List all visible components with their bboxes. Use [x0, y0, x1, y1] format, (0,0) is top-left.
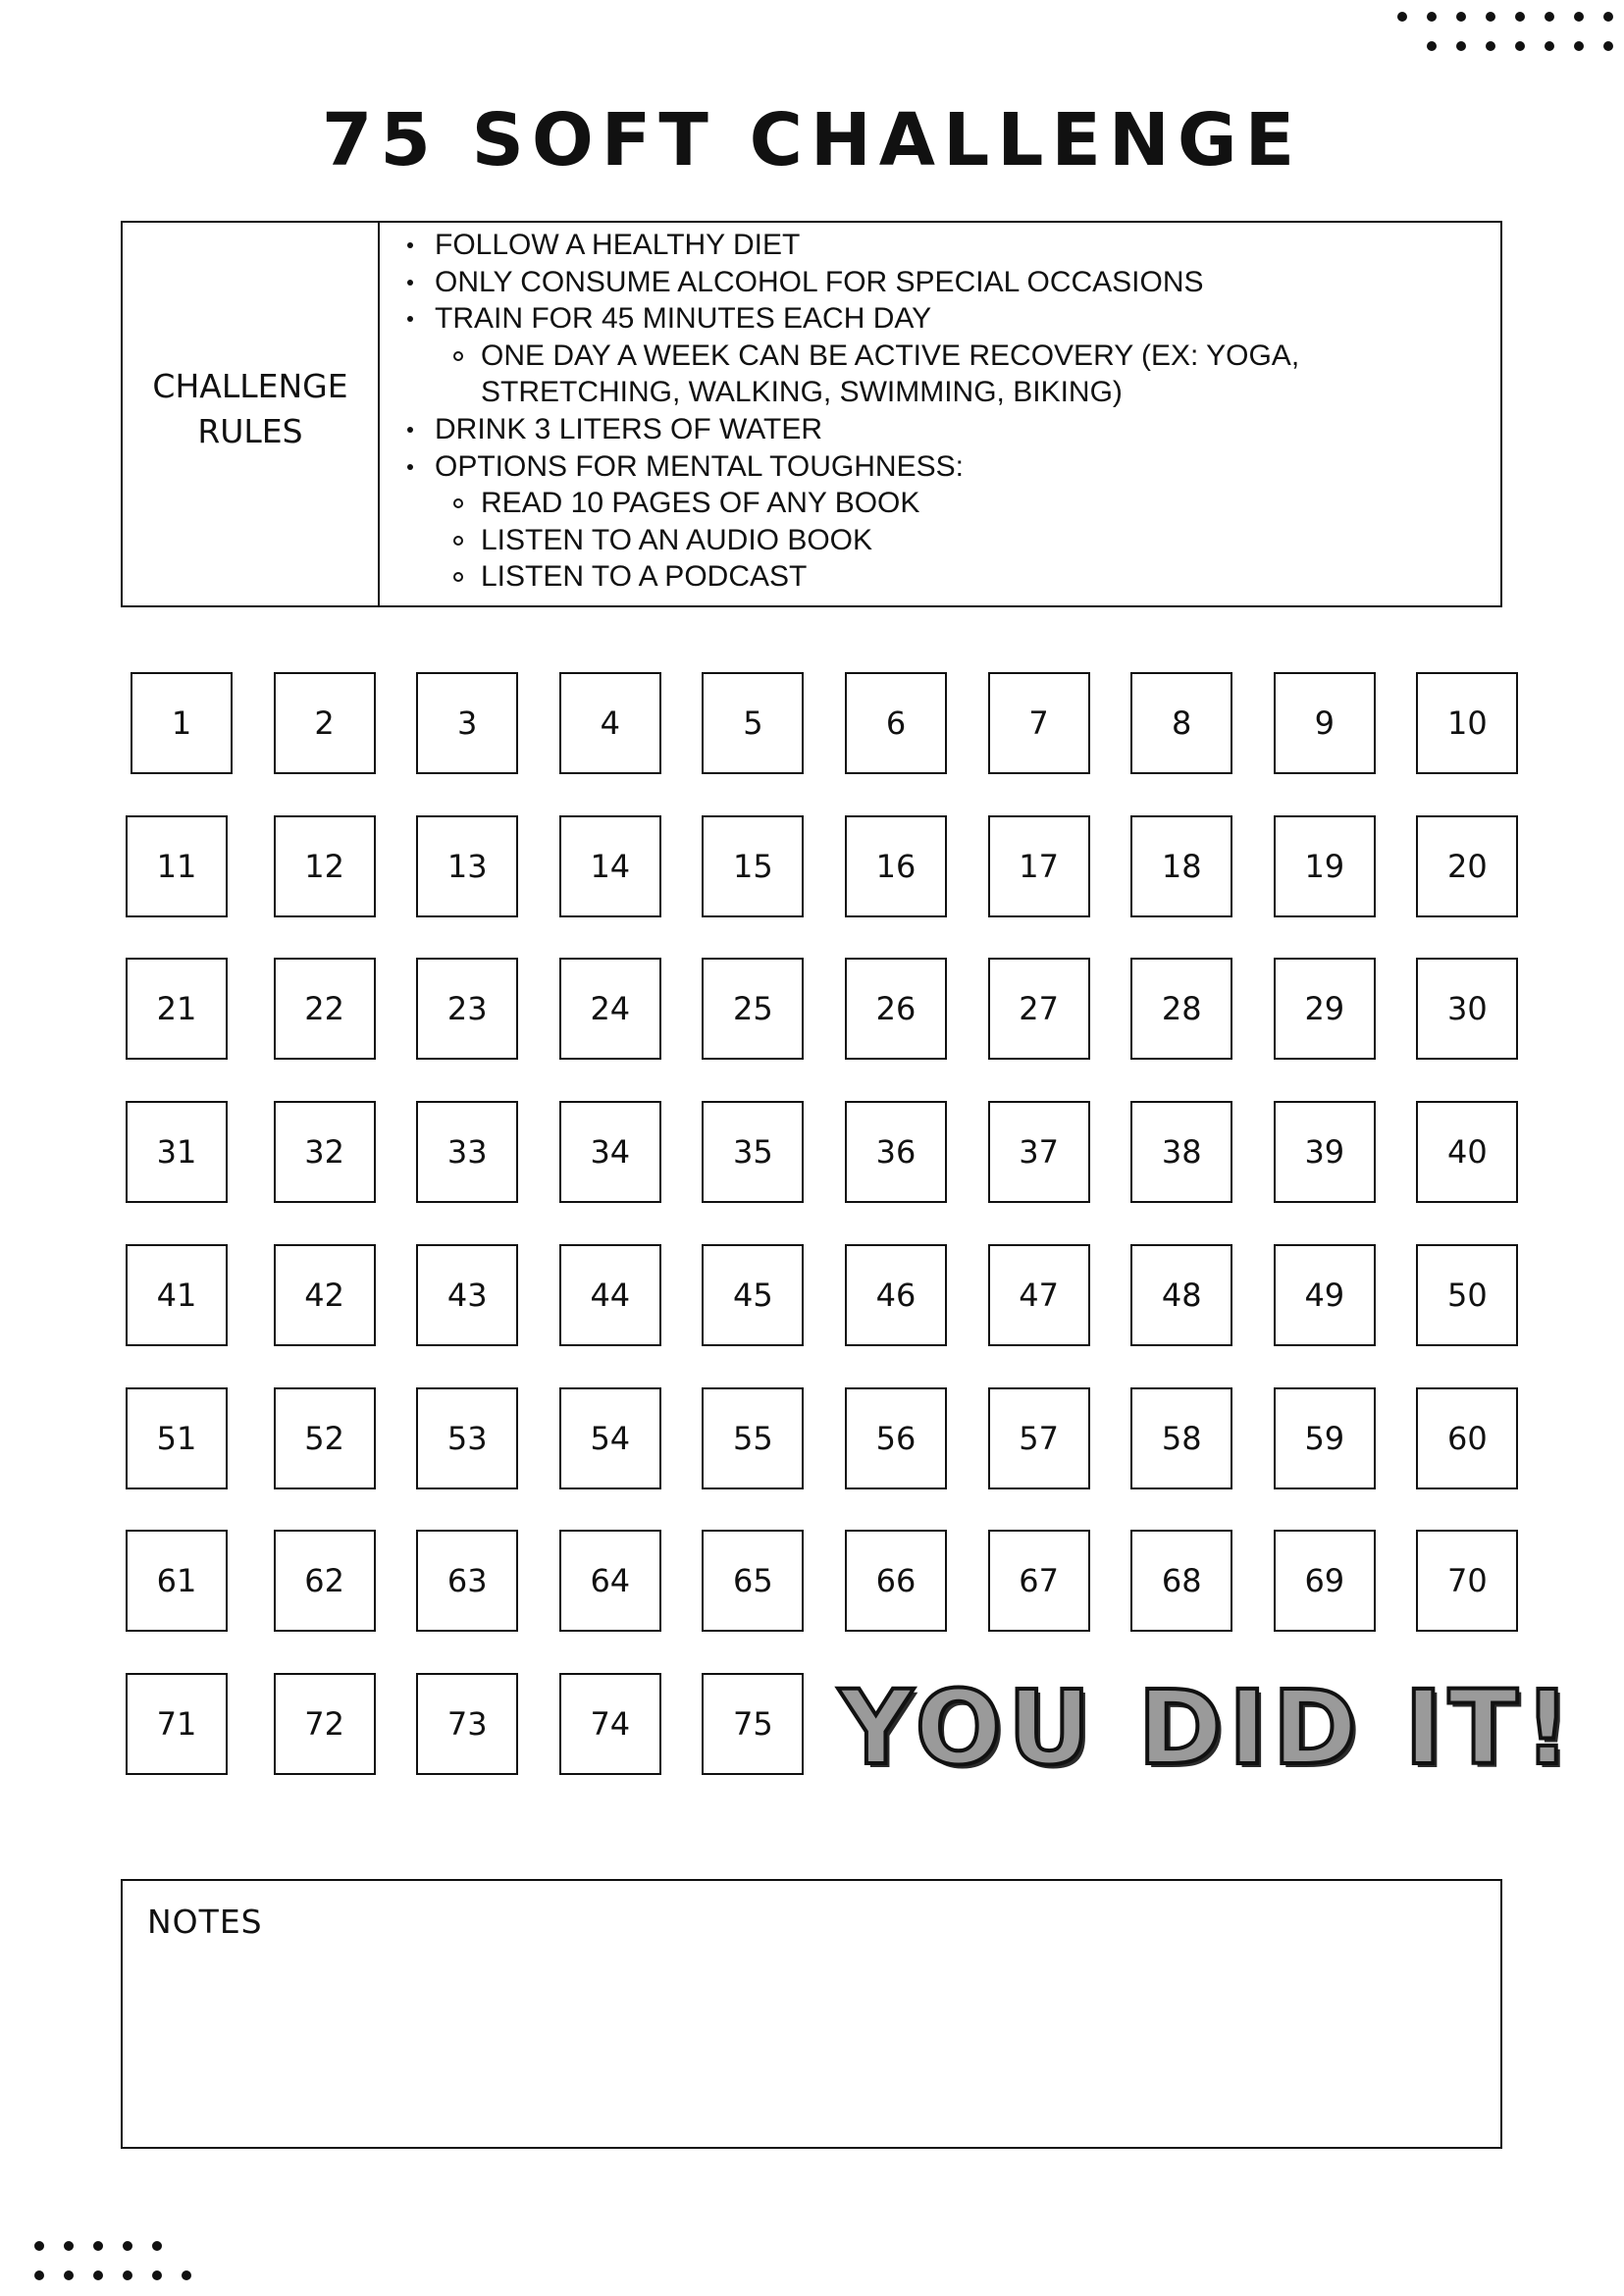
decorative-dot: [1456, 12, 1466, 22]
decorative-dot: [34, 2270, 44, 2280]
day-box[interactable]: 73: [416, 1673, 518, 1775]
day-box[interactable]: 31: [126, 1101, 228, 1203]
day-box[interactable]: 28: [1130, 958, 1232, 1060]
day-box[interactable]: 34: [559, 1101, 661, 1203]
day-box[interactable]: 33: [416, 1101, 518, 1203]
decorative-dot: [1515, 12, 1525, 22]
day-box[interactable]: 11: [126, 815, 228, 917]
page-title: 75 SOFT CHALLENGE: [321, 98, 1303, 183]
decorative-dot: [1515, 41, 1525, 51]
day-box[interactable]: 69: [1274, 1530, 1376, 1632]
completion-message: YOU DID IT!: [839, 1668, 1577, 1788]
day-box[interactable]: 46: [845, 1244, 947, 1346]
day-box[interactable]: 8: [1130, 672, 1232, 774]
day-box[interactable]: 23: [416, 958, 518, 1060]
rule-item: ONLY CONSUME ALCOHOL FOR SPECIAL OCCASIONS: [380, 264, 1500, 301]
day-box[interactable]: 66: [845, 1530, 947, 1632]
day-box[interactable]: 62: [274, 1530, 376, 1632]
day-box[interactable]: 68: [1130, 1530, 1232, 1632]
day-box[interactable]: 21: [126, 958, 228, 1060]
decorative-dot: [64, 2241, 74, 2251]
day-box[interactable]: 75: [702, 1673, 804, 1775]
challenge-rules-box: [121, 221, 1502, 607]
day-box[interactable]: 50: [1416, 1244, 1518, 1346]
day-box[interactable]: 39: [1274, 1101, 1376, 1203]
decorative-dot: [1574, 41, 1584, 51]
day-box[interactable]: 48: [1130, 1244, 1232, 1346]
decorative-dot: [93, 2241, 103, 2251]
day-box[interactable]: 16: [845, 815, 947, 917]
day-box[interactable]: 42: [274, 1244, 376, 1346]
day-box[interactable]: 59: [1274, 1387, 1376, 1489]
day-box[interactable]: 17: [988, 815, 1090, 917]
day-box[interactable]: 51: [126, 1387, 228, 1489]
challenge-rules-label: CHALLENGE RULES: [123, 223, 380, 605]
sub-rule-item: ONE DAY A WEEK CAN BE ACTIVE RECOVERY (EX: YOGA,: [380, 338, 1500, 375]
day-box[interactable]: 72: [274, 1673, 376, 1775]
day-box[interactable]: 56: [845, 1387, 947, 1489]
day-box[interactable]: 20: [1416, 815, 1518, 917]
day-box[interactable]: 37: [988, 1101, 1090, 1203]
day-box[interactable]: 60: [1416, 1387, 1518, 1489]
day-box[interactable]: 65: [702, 1530, 804, 1632]
day-box[interactable]: 29: [1274, 958, 1376, 1060]
challenge-rules-list: [380, 223, 1500, 605]
sub-rule-item: LISTEN TO AN AUDIO BOOK: [380, 522, 1500, 559]
day-box[interactable]: 18: [1130, 815, 1232, 917]
decorative-dot: [1486, 12, 1495, 22]
day-box[interactable]: 15: [702, 815, 804, 917]
day-box[interactable]: 36: [845, 1101, 947, 1203]
day-box[interactable]: 25: [702, 958, 804, 1060]
day-box[interactable]: 10: [1416, 672, 1518, 774]
day-box[interactable]: 70: [1416, 1530, 1518, 1632]
day-box[interactable]: 6: [845, 672, 947, 774]
day-box[interactable]: 19: [1274, 815, 1376, 917]
decorative-dots-top-right: [1397, 12, 1613, 51]
dot-spacer: [182, 2241, 191, 2251]
day-box[interactable]: 63: [416, 1530, 518, 1632]
day-box[interactable]: 40: [1416, 1101, 1518, 1203]
notes-label: NOTES: [147, 1903, 263, 1941]
day-box[interactable]: 3: [416, 672, 518, 774]
day-box[interactable]: 35: [702, 1101, 804, 1203]
day-box[interactable]: 22: [274, 958, 376, 1060]
dot-spacer: [240, 2241, 250, 2251]
decorative-dot: [1486, 41, 1495, 51]
day-box[interactable]: 13: [416, 815, 518, 917]
decorative-dot: [1456, 41, 1466, 51]
rule-item: DRINK 3 LITERS OF WATER: [380, 411, 1500, 448]
day-box[interactable]: 4: [559, 672, 661, 774]
dot-spacer: [1397, 41, 1407, 51]
day-box[interactable]: 2: [274, 672, 376, 774]
day-box[interactable]: 9: [1274, 672, 1376, 774]
day-box[interactable]: 30: [1416, 958, 1518, 1060]
day-box[interactable]: 5: [702, 672, 804, 774]
decorative-dot: [152, 2241, 162, 2251]
decorative-dot: [1427, 41, 1437, 51]
day-box[interactable]: 45: [702, 1244, 804, 1346]
day-box[interactable]: 41: [126, 1244, 228, 1346]
decorative-dots-bottom-left: [34, 2241, 250, 2280]
day-box[interactable]: 32: [274, 1101, 376, 1203]
decorative-dot: [34, 2241, 44, 2251]
day-box[interactable]: 61: [126, 1530, 228, 1632]
day-box[interactable]: 43: [416, 1244, 518, 1346]
day-box[interactable]: 55: [702, 1387, 804, 1489]
day-box[interactable]: 71: [126, 1673, 228, 1775]
decorative-dot: [1574, 12, 1584, 22]
day-box[interactable]: 47: [988, 1244, 1090, 1346]
sub-rule-item: READ 10 PAGES OF ANY BOOK: [380, 485, 1500, 522]
day-box[interactable]: 52: [274, 1387, 376, 1489]
day-tracker-grid: [131, 672, 1514, 1771]
sub-rule-continuation: STRETCHING, WALKING, SWIMMING, BIKING): [481, 376, 1123, 409]
decorative-dot: [93, 2270, 103, 2280]
decorative-dot: [1545, 12, 1554, 22]
rule-item: FOLLOW A HEALTHY DIET: [380, 227, 1500, 264]
day-box[interactable]: 57: [988, 1387, 1090, 1489]
decorative-dot: [1397, 12, 1407, 22]
decorative-dot: [1603, 12, 1613, 22]
day-box[interactable]: 38: [1130, 1101, 1232, 1203]
day-box[interactable]: 64: [559, 1530, 661, 1632]
day-box[interactable]: 58: [1130, 1387, 1232, 1489]
day-box[interactable]: 26: [845, 958, 947, 1060]
day-box[interactable]: 7: [988, 672, 1090, 774]
sub-rule-item: LISTEN TO A PODCAST: [380, 558, 1500, 596]
decorative-dot: [123, 2270, 132, 2280]
rule-item: TRAIN FOR 45 MINUTES EACH DAY: [380, 300, 1500, 338]
day-box[interactable]: 44: [559, 1244, 661, 1346]
dot-spacer: [240, 2270, 250, 2280]
dot-spacer: [211, 2241, 221, 2251]
notes-box[interactable]: [121, 1879, 1502, 2149]
day-box[interactable]: 49: [1274, 1244, 1376, 1346]
decorative-dot: [123, 2241, 132, 2251]
day-box[interactable]: 27: [988, 958, 1090, 1060]
rule-item: OPTIONS FOR MENTAL TOUGHNESS:: [380, 448, 1500, 486]
day-box[interactable]: 14: [559, 815, 661, 917]
day-box[interactable]: 12: [274, 815, 376, 917]
day-box[interactable]: 74: [559, 1673, 661, 1775]
day-box[interactable]: 24: [559, 958, 661, 1060]
day-box[interactable]: 67: [988, 1530, 1090, 1632]
day-box[interactable]: 54: [559, 1387, 661, 1489]
decorative-dot: [1545, 41, 1554, 51]
dot-spacer: [211, 2270, 221, 2280]
day-box[interactable]: 53: [416, 1387, 518, 1489]
decorative-dot: [152, 2270, 162, 2280]
decorative-dot: [182, 2270, 191, 2280]
decorative-dot: [64, 2270, 74, 2280]
decorative-dot: [1603, 41, 1613, 51]
decorative-dot: [1427, 12, 1437, 22]
day-box[interactable]: 1: [131, 672, 233, 774]
